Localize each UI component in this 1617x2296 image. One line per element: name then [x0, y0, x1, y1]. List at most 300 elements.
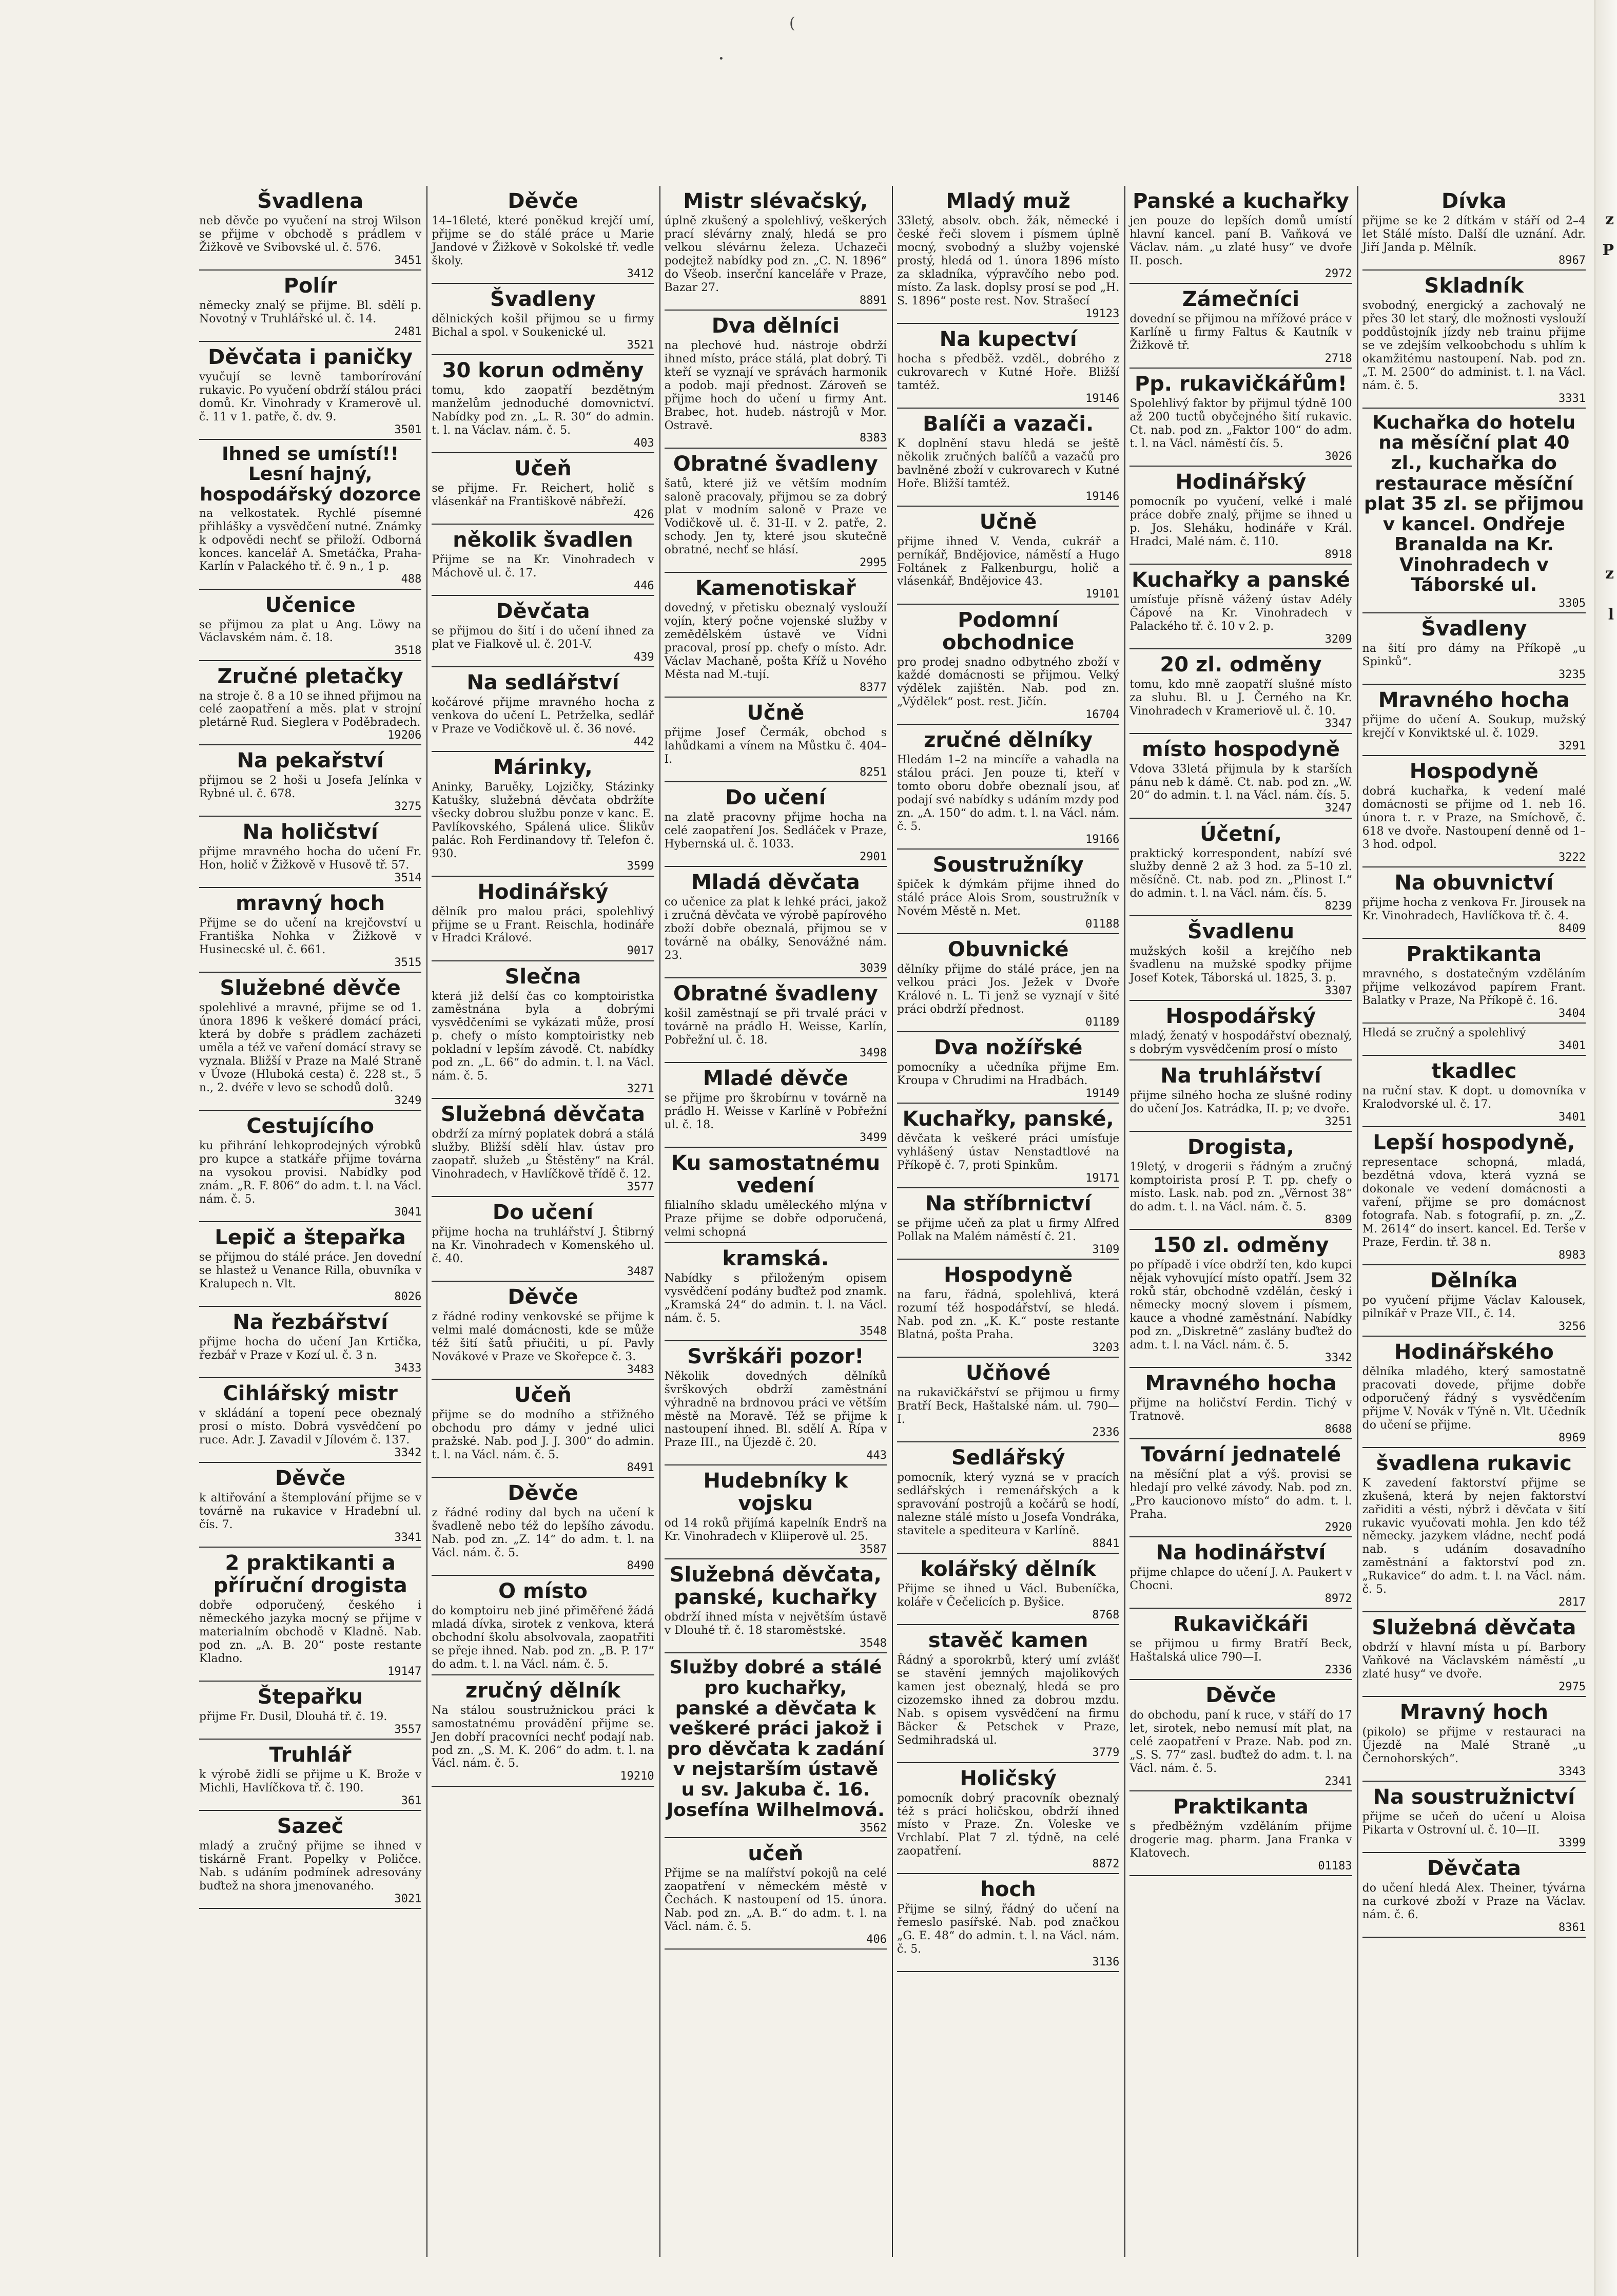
ad-body: úplně zkušený a spolehlivý, veškerých prací slévárny znalý, hledá se pro velkou slévárnu železa. Uchazeči podejtež nabídky pod zn. „C. N. 1896“ do Všeob. inserční kanceláře v Praze, Bazar 27. — [664, 215, 887, 294]
classified-ad — [432, 525, 654, 596]
ad-body: K doplnění stavu hledá se ještě několik zručných balíčů a vazačů pro bavlněné zboží v cukrovarech v Kutné Hoře. Bližší tamtéž. — [897, 437, 1120, 490]
ad-body: K zavedení faktorství přijme se zkušená, která by nejen faktorství zařiditi a vésti, nýbrž i děvčata v šití rukavic vyučovati mohla. Jen kdo též německy. jazykem vládne, nechť podá nab. s udáním dosavadního zaměstnání a faktorství pod zn. „Rukavice“ do adm. t. l. na Václ. nám. č. 5. — [1362, 1476, 1586, 1596]
classified-ad — [432, 752, 654, 877]
ad-number: 8409 — [1558, 922, 1586, 935]
ad-title: Polír — [283, 274, 337, 298]
ad-body: 19letý, v drogerii s řádným a zručný komptoirista prosí P. T. pp. chefy o místo. Lask. nab. pod zn. „Věrnost 38“ do adm. t. l. na Václ. nám. č. 5. — [1129, 1161, 1352, 1214]
ad-body: z řádné rodiny venkovské se přijme k velmi malé domácnosti, kde se může též šití šatů přiučiti, u pí. Pavly Novákové v Praze ve Skořepce č. 3. — [432, 1310, 654, 1364]
classified-ad — [1362, 867, 1586, 939]
classified-ad — [199, 590, 421, 661]
ad-title: Hudebníky k vojsku — [703, 1469, 848, 1516]
classified-ads-columns — [195, 186, 1591, 2257]
ad-body: po vyučení přijme Václav Kalousek, pilníkář v Praze VII., č. 14. — [1362, 1294, 1586, 1320]
ad-title: Ihned se umístí!! Lesní hajný, hospodářský dozorce — [200, 443, 421, 506]
ad-title: Na stříbrnictví — [925, 1192, 1092, 1216]
ad-title: Na hodinářství — [1156, 1540, 1326, 1565]
classified-ad — [1362, 685, 1586, 756]
ad-body: dobrá kuchařka, k vedení malé domácnosti se přijme od 1. neb 16. února t. r. v Praze, na Smíchově, č. 618 ve dvoře. Nastoupení denně od 1–3 hod. odpol. — [1362, 785, 1586, 851]
classified-ad — [1362, 1853, 1586, 1938]
ad-title: Drogista, — [1187, 1135, 1294, 1160]
ad-title: stavěč kamen — [928, 1628, 1088, 1652]
classified-ad — [665, 1148, 887, 1243]
ad-number: 8377 — [860, 681, 887, 694]
ad-number: 8969 — [1558, 1431, 1586, 1444]
ad-body: do obchodu, paní k ruce, v stáří do 17 let, sirotek, nebo nemusí mít plat, na celé zaopatření v Praze. Nab. pod zn. „S. S. 77“ zasl. buďtež do adm. t. l. na Václ. nám. č. 5. — [1129, 1708, 1352, 1775]
ad-number: 3514 — [394, 872, 422, 885]
ad-body: přijme Josef Čermák, obchod s lahůdkami a vínem na Můstku č. 404–I. — [664, 726, 887, 766]
ad-number: 19210 — [620, 1770, 654, 1783]
ad-body: pro prodej snadno odbytného zboží v každé domácnosti se přijmou. Velký výdělek zajištěn. Nab. pod zn. „Výdělek“ post. rest. Jičín. — [897, 655, 1120, 709]
classified-ad — [897, 1874, 1119, 1972]
ad-number: 3109 — [1092, 1243, 1120, 1256]
ad-body: k výrobě židlí se přijme u K. Brože v Michli, Havlíčkova tř. č. 190. — [199, 1768, 422, 1795]
ad-number: 2718 — [1324, 352, 1352, 365]
classified-ad — [665, 1063, 887, 1148]
ad-title: Děvče — [508, 1285, 578, 1309]
classified-ad — [199, 1548, 421, 1682]
next-page-edge — [1594, 0, 1617, 2296]
ad-number: 3026 — [1324, 450, 1352, 463]
ad-number: 3041 — [394, 1205, 422, 1219]
classified-ad — [897, 507, 1119, 605]
classified-ad — [1129, 1537, 1352, 1609]
classified-ad — [199, 661, 421, 746]
edge-letter: z — [1605, 210, 1614, 228]
ad-number: 3483 — [627, 1363, 654, 1376]
ad-title: 30 korun odměny — [442, 358, 644, 382]
classified-ad — [665, 1243, 887, 1341]
ad-title: Služebné děvče — [220, 976, 401, 1000]
ad-body: přijme silného hocha ze slušné rodiny do učení Jos. Katrádka, II. p; ve dvoře. — [1129, 1089, 1352, 1116]
classified-ad — [897, 1032, 1119, 1104]
ad-body: Hledá se zručný a spolehlivý — [1362, 1026, 1526, 1039]
ad-number: 439 — [633, 650, 654, 664]
ad-body: na faru, řádná, spolehlivá, která rozumí též hospodářství, se hledá. Nab. pod zn. „K. K.“ poste restante Blatná, pošta Praha. — [897, 1288, 1120, 1341]
ad-title: Učně — [747, 701, 805, 725]
classified-ad — [1129, 819, 1352, 917]
classified-ad — [665, 1559, 887, 1653]
ad-body: Nabídky s přiloženým opisem vysvědčení podány buďtež pod znamk. „Kramská 24“ do admin. t. l. na Václ. nám. č. 5. — [664, 1271, 887, 1325]
ad-number: 2975 — [1558, 1681, 1586, 1694]
ad-body: k altiřování a štemplování přijme se v továrně na rukavice v Hradební ul. čís. 7. — [199, 1491, 422, 1531]
ad-title: Děvčata — [496, 599, 590, 623]
ad-body: praktický korrespondent, nabízí své služby denně 2 až 3 hod. za 5–10 zl. měsíčně. Ct. nab. pod zn. „Plinost I.“ do admin. t. l. na Václ. nám. čís. 5. — [1129, 847, 1352, 900]
classified-ad — [199, 342, 421, 440]
classified-ad — [1129, 284, 1352, 369]
classified-ad — [1129, 1001, 1352, 1060]
classified-ad — [897, 1763, 1119, 1875]
ad-body: z řádné rodiny dal bych na učení k švadleně nebo též do lepšího závodu. Nab. pod zn. „Z. 14“ do adm. t. l. na Václ. nám. č. 5. — [432, 1506, 654, 1559]
ad-number: 2336 — [1324, 1663, 1352, 1676]
classified-ad — [199, 1111, 421, 1222]
classified-ad — [432, 1576, 654, 1675]
ad-number: 2817 — [1558, 1596, 1586, 1609]
classified-ad — [199, 1740, 421, 1811]
ad-number: 3451 — [394, 254, 422, 267]
ad-body: (pikolo) se přijme v restauraci na Újezdě na Malé Straně „u Černohorských“. — [1362, 1726, 1586, 1766]
ad-title: Učňové — [965, 1361, 1051, 1385]
classified-ad — [1362, 271, 1586, 409]
ad-body: do učení hledá Alex. Theiner, tývárna na curkové zboží v Praze na Václav. nám. č. 6. — [1362, 1882, 1586, 1922]
ad-body: přijme se učeň do učení u Aloisa Pikarta v Ostrovní ul. č. 10—II. — [1362, 1810, 1586, 1837]
ad-title: Hospodyně — [944, 1263, 1073, 1287]
ad-title: Do učení — [725, 786, 826, 810]
ad-number: 01183 — [1318, 1859, 1352, 1873]
ad-number: 3222 — [1558, 851, 1586, 864]
ad-title: několik švadlen — [453, 528, 633, 552]
ad-number: 361 — [401, 1794, 422, 1807]
ad-number: 3343 — [1558, 1765, 1586, 1779]
ad-body: vyučují se levně tamborírování rukavic. Po vyučení obdrží stálou práci domů. Kr. Vinohrady v Kramerově ul. č. 11 v 1. patře, č. dv. 9. — [199, 370, 422, 423]
ad-title: Truhlář — [269, 1743, 352, 1767]
ad-title: Lepič a štepařka — [215, 1226, 406, 1250]
ad-body: spolehlivé a mravné, přijme se od 1. února 1896 k veškeré domácí práci, která by dobře s prádlem zacházeti uměla a též ve vaření domácí stravy se vyznala. Bližší v Praze na Malé Straně v Úvoze (Hluboká cesta) č. 228 st., 5 n., 2. dvéře v levo se schodů dolů. — [199, 1001, 422, 1095]
ad-number: 8251 — [860, 766, 887, 779]
ad-title: Mistr slévačský, — [683, 189, 868, 213]
ad-body: německy znalý se přijme. Bl. sdělí p. Novotný v Truhlářské ul. č. 14. — [199, 299, 422, 325]
ad-number: 8768 — [1092, 1608, 1120, 1622]
classified-ad — [199, 271, 421, 342]
ad-number: 443 — [866, 1449, 887, 1462]
classified-ad — [665, 573, 887, 698]
ad-title: Účetní, — [1200, 822, 1282, 846]
classified-ad — [1129, 186, 1352, 284]
classified-ad — [1362, 1697, 1586, 1782]
ad-number: 2972 — [1324, 267, 1352, 280]
ad-body: dělníky přijme do stálé práce, jen na velkou práci Jos. Ježek v Dvoře Králové n. L. Ti jenž se vyznají v šité práci obdrží přednost. — [897, 963, 1120, 1016]
ad-column-4 — [893, 186, 1125, 2257]
ad-number: 8361 — [1558, 1921, 1586, 1935]
ad-number: 8872 — [1092, 1858, 1120, 1871]
ad-number: 403 — [633, 436, 654, 450]
ad-body: Přijme se ihned u Václ. Bubeníčka, koláře v Čečelicích p. Byšice. — [897, 1582, 1120, 1609]
ad-number: 8309 — [1324, 1213, 1352, 1227]
ad-body: Na stálou soustružnickou práci k samostatnému provádění přijme se. Jen dobří pracovníci nechť podají nab. pod zn. „S. M. K. 206“ do adm. t. l. na Václ. nám. č. 5. — [432, 1704, 654, 1770]
classified-ad — [665, 867, 887, 978]
ad-body: na rukavičkářství se přijmou u firmy Bratří Beck, Haštalské nám. ul. 790—I. — [897, 1386, 1120, 1426]
ad-number: 3521 — [627, 338, 654, 352]
ad-title: Skladník — [1424, 274, 1524, 298]
ad-body: Několik dovedných dělníků švrškových obdrží zaměstnání výhradně na brdnovou práci ve větším městě na Moravě. Též se přijme k nastoupení ihned. Bl. sdělí A. Řípa v Praze III., na Újezdě č. 20. — [664, 1369, 887, 1450]
classified-ad — [199, 1378, 421, 1463]
classified-ad — [1129, 565, 1352, 649]
ad-number: 3433 — [394, 1361, 422, 1375]
classified-ad — [1129, 1060, 1352, 1132]
ad-title: Kuchařka do hotelu na měsíční plat 40 zl., kuchařka do restaurace měsíční plat 35 zl. se přijmou v kancel. Ondřeje Branalda na Kr. Vinohradech v Táborské ul. — [1363, 412, 1584, 596]
ad-title: Rukavičkáři — [1173, 1612, 1309, 1636]
ad-title: 20 zl. odměny — [1160, 652, 1322, 677]
ad-title: Švadlenu — [1187, 920, 1295, 944]
ad-title: zručný dělník — [465, 1678, 620, 1703]
ad-title: Děvče — [508, 189, 578, 213]
classified-ad — [199, 186, 421, 271]
classified-ad — [199, 1463, 421, 1548]
ad-title: Služebná děvčata — [1372, 1616, 1576, 1640]
classified-ad — [897, 186, 1119, 324]
ad-body: Řádný a sporokrbů, který umí zvlášť se stavění jemných majolikových kamen jest obeznalý, hledá se pro cizozemsko ihned za dobrou mzdu. Nab. s opisem vysvědčení na firmu Bäcker & Petschek v Praze, Sedmihradská ul. — [897, 1653, 1120, 1747]
ad-title: Holičský — [960, 1766, 1057, 1790]
classified-ad — [1129, 1609, 1352, 1680]
ad-number: 3599 — [627, 860, 654, 873]
ad-number: 19147 — [387, 1665, 422, 1678]
ad-title: Učeň — [514, 1383, 572, 1407]
ad-title: učeň — [748, 1842, 804, 1866]
classified-ad — [897, 1358, 1119, 1442]
ad-number: 19171 — [1085, 1171, 1120, 1185]
ad-number: 3256 — [1558, 1320, 1586, 1333]
ad-body: ku přihrání lehkoprodejných výrobků pro kupce a statkáře přijme továrna na vysokou provisi. Nabídky pod znám. „R. F. 806“ do adm. t. l. na Václ. nám. č. 5. — [199, 1140, 422, 1206]
ad-title: Mravného hocha — [1145, 1371, 1337, 1395]
ad-number: 488 — [401, 573, 422, 586]
classified-ad — [199, 973, 421, 1111]
ad-body: Přijme se silný, řádný do učení na řemeslo pasířské. Nab. pod značkou „G. E. 48“ do admin. t. l. na Václ. nám. č. 5. — [897, 1903, 1120, 1956]
ad-number: 3548 — [860, 1324, 887, 1338]
ad-number: 8972 — [1324, 1592, 1352, 1605]
ad-body: hocha s předběž. vzděl., dobrého z cukrovarech v Kutné Hoře. Bližší tamtéž. — [897, 352, 1120, 392]
ad-title: Služby dobré a stálé pro kuchařky, panské a děvčata k veškeré práci jakož i pro děvčata k zadání v nejstarším ústavě u sv. Jakuba č. 16. Josefína Wilhelmová. — [666, 1657, 885, 1821]
edge-letter: l — [1608, 606, 1614, 624]
ad-number: 01188 — [1085, 918, 1120, 931]
classified-ad — [897, 409, 1119, 507]
ad-number: 3487 — [627, 1265, 654, 1279]
ad-body: mladý, ženatý v hospodářství obeznalý, s dobrým vysvědčením prosí o místo — [1129, 1030, 1352, 1056]
classified-ad — [897, 850, 1119, 934]
ad-number: 3251 — [1324, 1115, 1352, 1129]
ad-column-6 — [1358, 186, 1591, 2257]
ad-title: Mladé děvče — [703, 1066, 848, 1090]
ad-body: dělníka mladého, který samostatně pracovati dovede, přijme dobře odporučený řádný s vysvědčením přijme V. Novák v Týně n. Vlt. Učedník do učení se přijme. — [1362, 1365, 1586, 1432]
ad-body: v skládání a topení pece obeznalý prosí o místo. Dobrá vysvědčení po ruce. Adr. J. Zavadil v Jílovém č. 137. — [199, 1406, 422, 1446]
ad-number: 8491 — [627, 1461, 654, 1474]
classified-ad — [432, 961, 654, 1099]
ad-title: Dívka — [1441, 189, 1507, 213]
classified-ad — [1362, 1612, 1586, 1697]
ad-body: přijme mravného hocha do učení Fr. Hon, holič v Žižkově v Husově tř. 57. — [199, 845, 422, 872]
classified-ad — [1129, 467, 1352, 565]
ad-number: 3203 — [1092, 1341, 1120, 1354]
ad-body: dovední se přijmou na mřížové práce v Karlíně u firmy Faltus & Kautník v Žižkově tř. — [1129, 312, 1352, 352]
ad-body: s předběžným vzděláním přijme drogerie mag. pharm. Jana Franka v Klatovech. — [1129, 1820, 1352, 1860]
ad-number: 446 — [633, 579, 654, 592]
ad-title: Děvče — [1205, 1683, 1276, 1707]
ad-number: 3587 — [860, 1543, 887, 1556]
ad-number: 3209 — [1324, 632, 1352, 646]
ad-title: Švadleny — [490, 287, 596, 311]
ad-number: 8891 — [860, 294, 887, 307]
ad-body: na plechové hud. nástroje obdrží ihned místo, práce stálá, plat dobrý. Ti kteří se vyznají ve správách harmonik a podob. mají přednost. Zároveň se přijme hoch do učení u firmy Ant. Brabec, hot. hudeb. nástrojů v Mor. Ostravě. — [664, 339, 887, 432]
ad-number: 2995 — [860, 556, 887, 570]
classified-ad — [199, 1222, 421, 1307]
classified-ad — [199, 1811, 421, 1909]
ad-column-2 — [427, 186, 660, 2257]
ad-title: Mravného hocha — [1378, 688, 1570, 712]
ad-title: Slečna — [504, 964, 581, 989]
classified-ad — [897, 1104, 1119, 1188]
ad-title: Praktikanta — [1173, 1795, 1309, 1819]
ad-body: Hledám 1–2 na mincíře a vahadla na stálou práci. Jen pouze ti, kteří v tomto oboru dobře obeznalí jsou, ať podají své nabídky s udáním mzdy pod zn. „A. 150“ do adm. t. l. na Václ. nám. č. 5. — [897, 754, 1120, 834]
ad-title: Děvče — [275, 1466, 346, 1490]
ad-body: Aninky, Baruěky, Lojzičky, Stázinky Katušky, služebná děvčata obdržíte všecky dobrou službu ponze v kanc. E. Pavlíkovského, Spálená ulice. Šlikův palác. Roh Ferdinandovy tř. Telefon č. 930. — [432, 780, 654, 860]
classified-ad — [1362, 1127, 1586, 1265]
ad-body: Vdova 33letá přijmula by k starších pánu neb k dámě. Ct. nab. pod zn. „W. 20“ do admin. t. l. na Václ. nám. čís. 5. — [1129, 762, 1352, 802]
ad-body: se přijmou u firmy Bratří Beck, Haštalská ulice 790—I. — [1129, 1637, 1352, 1664]
ad-body: na měsíční plat a výš. provisi se hledají pro velké závody. Nab. pod zn. „Pro kaucionovo místo“ do adm. t. l. Praha. — [1129, 1468, 1352, 1521]
ad-title: 2 praktikanti a příruční drogista — [213, 1551, 407, 1597]
ad-number: 2901 — [860, 851, 887, 864]
ad-number: 8688 — [1324, 1422, 1352, 1436]
ad-body: přijmou se 2 hoši u Josefa Jelínka v Rybné ul. č. 678. — [199, 774, 422, 801]
classified-ad — [665, 449, 887, 573]
ad-column-5 — [1125, 186, 1358, 2257]
ad-title: Zručné pletačky — [217, 664, 403, 688]
ad-title: O místo — [498, 1579, 588, 1603]
ad-title: Děvčata i paničky — [208, 345, 413, 369]
ad-title: Děvčata — [1427, 1857, 1521, 1881]
ad-body: přijme Fr. Dusil, Dlouhá tř. č. 19. — [199, 1710, 387, 1723]
classified-ad — [432, 186, 654, 284]
classified-ad — [199, 745, 421, 817]
ad-body: přijme hocha z venkova Fr. Jirousek na Kr. Vinohradech, Havlíčkova tř. č. 4. — [1362, 896, 1586, 922]
classified-ad — [432, 284, 654, 355]
classified-ad — [432, 1282, 654, 1380]
classified-ad — [199, 817, 421, 888]
ad-body: mužských košil a krejčího neb švadlenu na mužské spodky přijme Josef Kotek, Táborská ul. 1825, 3. p. — [1129, 945, 1352, 985]
ad-body: pomocník po vyučení, velké i malé práce dobře znalý, přijme se ihned u p. Jos. Sleháku, hodináře v Král. Hradci, Malé nám. č. 110. — [1129, 495, 1352, 548]
ad-title: Mladá děvčata — [691, 871, 860, 895]
ad-title: Cestujícího — [246, 1114, 375, 1139]
ad-title: Sazeč — [277, 1814, 344, 1838]
classified-ad — [1362, 1337, 1586, 1448]
classified-ad — [1129, 1230, 1352, 1368]
ad-number: 3039 — [860, 961, 887, 975]
edge-letter: z — [1605, 565, 1614, 583]
ad-number: 8026 — [394, 1290, 422, 1303]
classified-ad — [665, 978, 887, 1063]
classified-ad — [897, 1260, 1119, 1358]
ad-number: 3021 — [394, 1892, 422, 1905]
ad-number: 01189 — [1085, 1016, 1120, 1029]
ad-title: zručné dělníky — [924, 728, 1093, 753]
ad-body: na velkostatek. Rychlé písemné přihlášky a vysvědčení nutné. Známky k odpovědi nechť se přiloží. Odborná konces. kancelář A. Smetáčka, Praha-Karlín v Palackého tř. č. 9 n., 1 p. — [199, 507, 422, 573]
ad-number: 3347 — [1324, 717, 1352, 730]
ad-title: Na kupectví — [939, 327, 1077, 351]
ad-title: Služebná děvčata — [440, 1103, 646, 1127]
ad-title: Sedlářský — [951, 1445, 1065, 1470]
ad-title: kramská. — [722, 1246, 829, 1270]
classified-ad — [1129, 734, 1352, 819]
classified-ad — [1362, 1448, 1586, 1613]
ad-body: na šití pro dámy na Příkopě „u Spinků“. — [1362, 642, 1586, 669]
classified-ad — [1362, 1782, 1586, 1853]
ad-number: 2920 — [1324, 1520, 1352, 1534]
ad-number: 3342 — [394, 1446, 422, 1459]
classified-ad — [1129, 369, 1352, 467]
ad-body: do komptoiru neb jiné přiměřené žádá mladá dívka, sirotek z venkova, která obchodní školu absolvovala, zaopatřiti se přeje ihned. Nab. pod zn. „B. P. 17“ do adm. t. l. na Václ. nám. č. 5. — [432, 1604, 654, 1671]
classified-ad — [199, 1307, 421, 1378]
ad-title: Hodinářského — [1394, 1340, 1554, 1364]
ad-title: Děvče — [508, 1481, 578, 1505]
classified-ad — [1129, 1132, 1352, 1230]
ad-number: 3401 — [1558, 1110, 1586, 1124]
ad-number: 19123 — [1085, 307, 1120, 320]
ad-body: filialního skladu uměleckého mlýna v Praze přijme se dobře odporučená, velmi schopná — [664, 1199, 887, 1239]
ad-number: 9017 — [627, 944, 654, 958]
ad-title: Soustružníky — [932, 853, 1084, 877]
ad-number: 3275 — [394, 800, 422, 814]
ad-title: Na pekařství — [237, 749, 384, 773]
classified-ad — [432, 1478, 654, 1576]
ad-number: 8239 — [1324, 900, 1352, 913]
classified-ad — [432, 1675, 654, 1787]
ad-title: Na sedlářství — [466, 670, 619, 694]
ad-number: 3271 — [627, 1083, 654, 1096]
ad-number: 3412 — [627, 267, 654, 280]
ad-body: pomocník, který vyzná se v pracích sedlářských i remenářských a k spravování postrojů a kočárů se hodí, nalezne stálé místo u Josefa Vondráka, stavitele a spediteura v Karlíně. — [897, 1471, 1120, 1537]
classified-ad — [432, 1099, 654, 1197]
ad-body: pomocníky a učedníka přijme Em. Kroupa v Chrudimi na Hradbách. — [897, 1061, 1120, 1088]
ad-title: Tovární jednatelé — [1140, 1442, 1341, 1467]
ad-body: obdrží za mírný poplatek dobrá a stálá služby. Bližší sdělí hlav. ústav pro zaopatř. služeb „u Štěstěny“ na Král. Vinohradech, v Havlíčkově třídě č. 12. — [432, 1128, 654, 1181]
ad-title: Mladý muž — [946, 189, 1070, 213]
ad-body: na zlatě pracovny přijme hocha na celé zaopatření Jos. Sedláček v Praze, Hybernská ul. č. 1033. — [664, 811, 887, 851]
ad-title: Na obuvnictví — [1394, 871, 1554, 895]
ad-title: Zámečníci — [1182, 287, 1300, 311]
ad-number: 8918 — [1324, 548, 1352, 561]
ad-title: Cihlářský mistr — [223, 1381, 398, 1405]
ad-title: Kamenotiskař — [695, 576, 856, 601]
classified-ad — [897, 324, 1119, 409]
ad-number: 19149 — [1085, 1087, 1120, 1101]
ad-title: Učeň — [514, 456, 572, 480]
ad-title: Mravný hoch — [1399, 1701, 1548, 1725]
ad-body: se přijme. Fr. Reichert, holič s vlásenkář na Františkově nábřeží. — [432, 481, 654, 508]
edge-letter: P — [1602, 241, 1614, 259]
ad-body: která již delší čas co komptoiristka zaměstnána byla a dobrými vysvědčeními se vykázati může, prosí p. chefy o místo komptoiristky neb pokladní v lepším závodě. Ct. nabídky pod zn. „L. 66“ do admin. t. l. na Václ. nám. č. 5. — [432, 990, 654, 1083]
classified-ad — [1362, 1265, 1586, 1337]
ad-body: se přijme učeň za plat u firmy Alfred Pollak na Malém náměstí č. 21. — [897, 1217, 1120, 1244]
ad-number: 19101 — [1085, 588, 1120, 601]
ad-body: přijme ihned V. Venda, cukrář a perníkář, Bndějovice, náměstí a Hugo Foltánek z Falkenburgu, holič a vlásenkář, Bndějovice 43. — [897, 535, 1120, 588]
ad-title: Na soustružnictví — [1373, 1785, 1575, 1809]
ad-column-1 — [195, 186, 427, 2257]
ad-title: Ku samostatnému vedení — [671, 1151, 881, 1198]
ad-number: 3342 — [1324, 1351, 1352, 1364]
ad-body: přijme se ke 2 dítkám v stáří od 2–4 let Stálé místo. Další dle uznání. Adr. Jiří Janda p. Mělník. — [1362, 215, 1586, 254]
ad-number: 8983 — [1558, 1248, 1586, 1262]
ad-body: přijme hocha na truhlářství J. Štibrný na Kr. Vinohradech v Komenského ul. č. 40. — [432, 1226, 654, 1266]
ad-number: 442 — [633, 735, 654, 748]
classified-ad — [665, 1341, 887, 1466]
ad-title: Štepařku — [257, 1685, 363, 1709]
classified-ad — [1129, 1439, 1352, 1537]
ad-number: 3341 — [394, 1531, 422, 1544]
ad-title: Na truhlářství — [1160, 1064, 1321, 1088]
ad-number: 3518 — [394, 644, 422, 658]
ad-body: košil zaměstnají se při trvalé práci v továrně na prádlo H. Weisse, Karlín, Pobřežní ul. č. 18. — [664, 1007, 887, 1047]
classified-ad — [897, 605, 1119, 725]
ad-body: od 14 roků přijímá kapelník Endrš na Kr. Vinohradech v Kliiperově ul. 25. — [664, 1517, 887, 1543]
ad-body: se přijmou do stálé práce. Jen dovední se hlastež u Venance Rilla, obuvníka v Kralupech n. Vlt. — [199, 1251, 422, 1290]
ad-number: 406 — [866, 1933, 887, 1946]
ad-number: 2481 — [394, 325, 422, 338]
ad-number: 3577 — [627, 1181, 654, 1194]
classified-ad — [1129, 1791, 1352, 1876]
ad-body: Přijme se na malířství pokojů na celé zaopatření v německém městě v Čechách. K nastoupení od 15. února. Nab. pod zn. „A. B.“ do adm. t. l. na Václ. nám. č. 5. — [664, 1867, 887, 1934]
ad-body: špiček k dýmkám přijme ihned do stálé práce Alois Srom, soustružník v Novém Městě n. Met. — [897, 878, 1120, 918]
classified-ad — [199, 440, 421, 590]
ad-title: Do učení — [492, 1201, 594, 1225]
page-mark: ( — [789, 14, 795, 32]
